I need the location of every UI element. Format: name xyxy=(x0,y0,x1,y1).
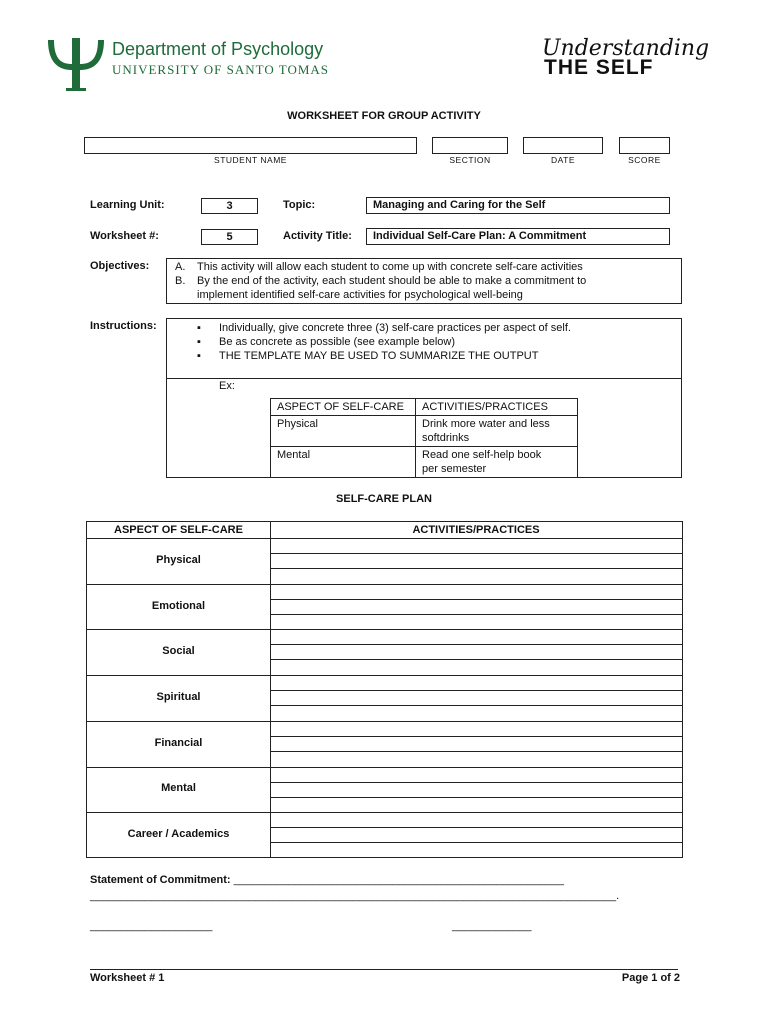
learning-unit-box xyxy=(201,198,258,214)
course-logo-line2: THE SELF xyxy=(544,56,654,79)
student-name-caption: STUDENT NAME xyxy=(214,155,287,165)
plan-aspect-label: Social xyxy=(162,645,195,658)
instructions-divider xyxy=(167,378,681,379)
plan-row-divider xyxy=(87,767,682,768)
date-field[interactable] xyxy=(523,137,603,154)
section-caption: SECTION xyxy=(449,155,491,165)
university-name: UNIVERSITY OF SANTO TOMAS xyxy=(112,62,330,77)
example-row2-line1: Read one self-help book xyxy=(422,449,542,461)
instruction-2: Be as concrete as possible (see example below) xyxy=(219,336,456,348)
objective-b-marker: B. xyxy=(175,275,186,287)
example-row1-line2: softdrinks xyxy=(422,432,470,444)
example-col2-header: ACTIVITIES/PRACTICES xyxy=(416,399,578,416)
psi-icon xyxy=(44,36,108,92)
example-row2-aspect: Mental xyxy=(271,447,416,478)
plan-col2-header: ACTIVITIES/PRACTICES xyxy=(412,524,540,536)
plan-practice-line[interactable] xyxy=(270,659,682,660)
example-col1-header: ASPECT OF SELF-CARE xyxy=(271,399,416,416)
score-caption: SCORE xyxy=(628,155,661,165)
date-caption: DATE xyxy=(550,155,576,165)
activity-title-box xyxy=(366,228,670,245)
objective-a-text: This activity will allow each student to come up with concrete self-care activities xyxy=(197,261,583,273)
instruction-3: THE TEMPLATE MAY BE USED TO SUMMARIZE THE OUTPUT xyxy=(219,350,539,362)
plan-row-divider xyxy=(87,584,682,585)
plan-col1-header: ASPECT OF SELF-CARE xyxy=(114,524,243,536)
example-label: Ex: xyxy=(219,380,235,392)
example-row1-aspect: Physical xyxy=(271,416,416,447)
commitment-line-1 xyxy=(90,874,564,886)
plan-row-divider xyxy=(87,675,682,676)
section-field[interactable] xyxy=(432,137,508,154)
plan-practice-line[interactable] xyxy=(270,614,682,615)
plan-practice-line[interactable] xyxy=(270,782,682,783)
plan-row-divider xyxy=(87,629,682,630)
course-logo-line1: Understanding xyxy=(542,36,710,61)
learning-unit-label: Learning Unit: xyxy=(90,199,165,211)
learning-unit-value: 3 xyxy=(226,200,233,212)
plan-aspect-label: Physical xyxy=(156,553,201,566)
instruction-1: Individually, give concrete three (3) self-care practices per aspect of self. xyxy=(219,322,571,334)
plan-aspect-label: Financial xyxy=(154,736,203,749)
topic-label: Topic: xyxy=(283,199,316,211)
worksheet-number-label: Worksheet #: xyxy=(90,230,159,242)
objectives-box xyxy=(166,258,682,304)
example-row2-activity xyxy=(416,447,578,478)
topic-value: Managing and Caring for the Self xyxy=(373,199,546,211)
plan-aspect-label: Mental xyxy=(161,782,196,795)
objective-b-text-1: By the end of the activity, each student should be able to make a commitment to xyxy=(197,275,587,287)
footer-page-number: Page 1 of 2 xyxy=(621,972,680,984)
plan-practice-line[interactable] xyxy=(270,644,682,645)
plan-row-divider xyxy=(87,812,682,813)
commitment-blank-2[interactable]: ______________________________________________________________________________________. xyxy=(90,890,620,902)
plan-practice-line[interactable] xyxy=(270,736,682,737)
activity-title-label: Activity Title: xyxy=(283,230,352,242)
self-care-plan-table xyxy=(86,521,683,858)
instructions-label: Instructions: xyxy=(90,320,157,332)
plan-row-divider xyxy=(87,721,682,722)
plan-practice-line[interactable] xyxy=(270,599,682,600)
plan-aspect-label: Emotional xyxy=(151,599,206,612)
commitment-label: Statement of Commitment: xyxy=(90,874,231,886)
objective-b-text-2: implement identified self-care activities for psychological well-being xyxy=(197,289,523,301)
worksheet-number-box xyxy=(201,229,258,245)
psychology-logo xyxy=(44,36,108,92)
example-row1-activity xyxy=(416,416,578,447)
bullet-icon: ▪ xyxy=(197,322,201,334)
worksheet-number-value: 5 xyxy=(226,231,233,243)
worksheet-title: WORKSHEET FOR GROUP ACTIVITY xyxy=(287,110,481,122)
bullet-icon: ▪ xyxy=(197,350,201,362)
plan-practice-line[interactable] xyxy=(270,690,682,691)
example-row1-line1: Drink more water and less xyxy=(422,418,550,430)
plan-aspect-label: Career / Academics xyxy=(127,828,230,841)
plan-practice-line[interactable] xyxy=(270,568,682,569)
plan-practice-line[interactable] xyxy=(270,705,682,706)
activity-title-value: Individual Self-Care Plan: A Commitment xyxy=(373,230,587,242)
bullet-icon: ▪ xyxy=(197,336,201,348)
objectives-label: Objectives: xyxy=(90,260,150,272)
plan-practice-line[interactable] xyxy=(270,827,682,828)
plan-practice-line[interactable] xyxy=(270,797,682,798)
plan-practice-line[interactable] xyxy=(270,553,682,554)
plan-practice-line[interactable] xyxy=(270,842,682,843)
objective-a-marker: A. xyxy=(175,261,186,273)
date-blank[interactable]: _____________ xyxy=(452,920,532,932)
signature-blank[interactable]: ____________________ xyxy=(90,920,213,932)
student-name-field[interactable] xyxy=(84,137,417,154)
topic-box xyxy=(366,197,670,214)
example-row2-line2: per semester xyxy=(422,463,487,475)
footer-rule xyxy=(90,969,678,970)
self-care-plan-title: SELF-CARE PLAN xyxy=(336,493,432,505)
plan-aspect-label: Spiritual xyxy=(156,690,201,703)
example-table xyxy=(270,398,578,478)
footer-worksheet-number: Worksheet # 1 xyxy=(90,972,165,984)
plan-practice-line[interactable] xyxy=(270,751,682,752)
score-field[interactable] xyxy=(619,137,670,154)
plan-row-divider xyxy=(87,538,682,539)
department-name: Department of Psychology xyxy=(112,39,324,59)
commitment-blank-1[interactable]: ______________________________________________________ xyxy=(233,874,564,886)
